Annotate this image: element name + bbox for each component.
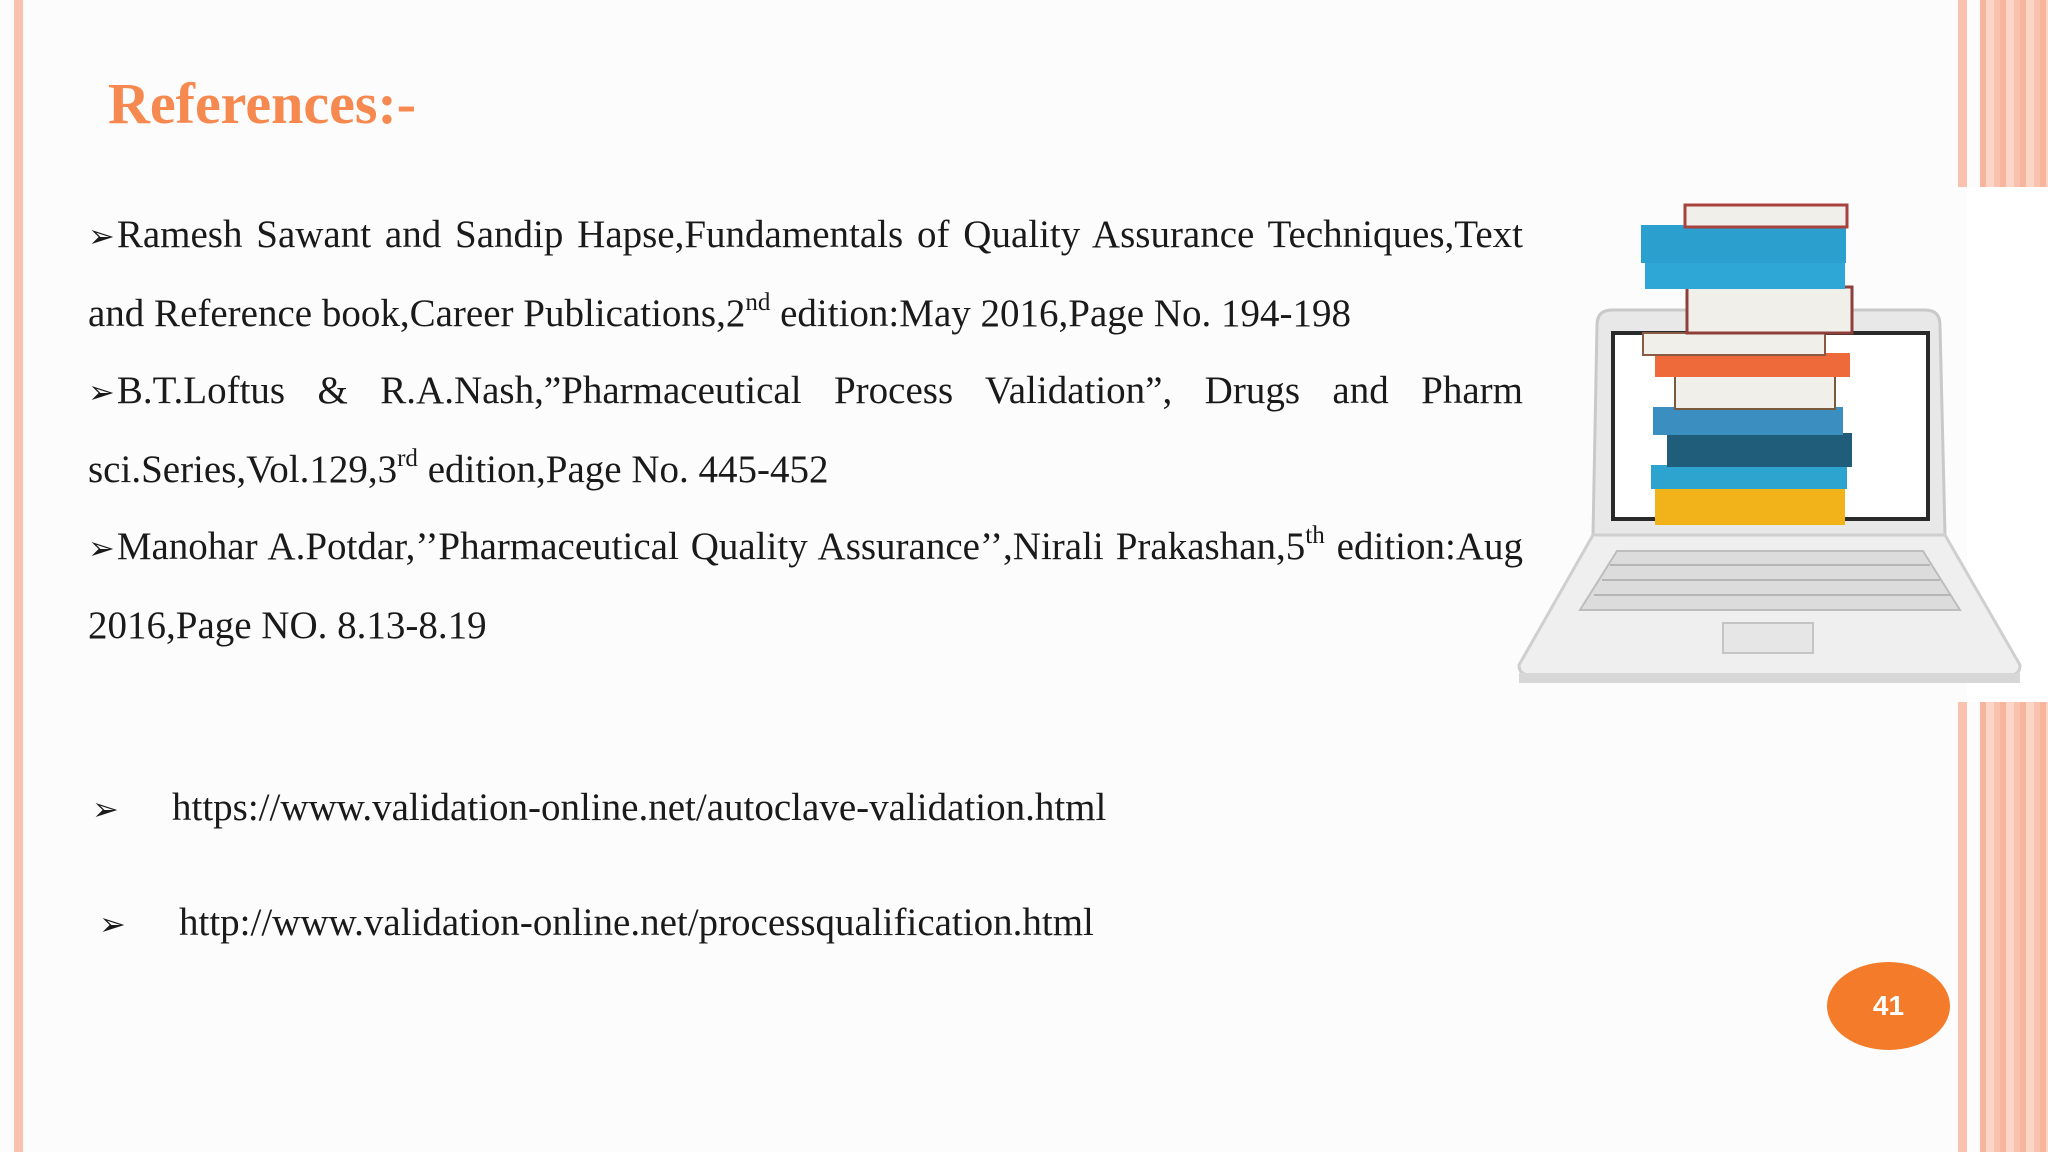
references-list xyxy=(88,196,1523,664)
right-border-stripe-top xyxy=(1958,0,1967,187)
right-border-stripes-bottom xyxy=(1980,702,2048,1152)
arrow-bullet-icon: ➢ xyxy=(88,217,115,255)
reference-text: Manohar A.Potdar,’’Pharmaceutical Quality Assurance’’,Nirali Prakashan,5 xyxy=(116,525,1306,568)
reference-link-row xyxy=(99,900,1094,945)
reference-text-continued: edition:Aug 2016,Page NO. 8.13-8.19 xyxy=(88,525,1523,647)
reference-url-link[interactable]: https://www.validation-online.net/autoclave-validation.html xyxy=(172,786,1107,829)
arrow-bullet-icon: ➢ xyxy=(88,529,115,567)
reference-text-continued: edition,Page No. 445-452 xyxy=(417,448,829,491)
right-border-stripe-bottom xyxy=(1958,702,1967,1152)
reference-text: Ramesh Sawant and Sandip Hapse,Fundamentals of Quality Assurance Techniques,Text and Reference book,Career Publications,2 xyxy=(88,213,1523,335)
reference-item xyxy=(88,196,1523,352)
page-number-badge: 41 xyxy=(1827,962,1950,1050)
reference-item xyxy=(88,352,1523,508)
slide-title: References:- xyxy=(108,71,417,136)
reference-url-link[interactable]: http://www.validation-online.net/processqualification.html xyxy=(179,901,1094,944)
arrow-bullet-icon: ➢ xyxy=(88,373,115,411)
reference-item xyxy=(88,508,1523,664)
arrow-bullet-icon: ➢ xyxy=(92,790,119,828)
reference-superscript: th xyxy=(1305,522,1325,549)
reference-text-continued: edition:May 2016,Page No. 194-198 xyxy=(770,292,1351,335)
reference-link-row xyxy=(92,785,1106,830)
left-border-stripe xyxy=(14,0,23,1152)
reference-text: B.T.Loftus & R.A.Nash,”Pharmaceutical Process Validation”, Drugs and Pharm sci.Series,Vol.129,3 xyxy=(88,369,1523,491)
laptop-with-book-stack-icon xyxy=(1505,195,2025,695)
right-border-stripes-top xyxy=(1980,0,2048,187)
reference-superscript: rd xyxy=(397,445,418,472)
reference-superscript: nd xyxy=(745,289,771,316)
arrow-bullet-icon: ➢ xyxy=(99,905,126,943)
